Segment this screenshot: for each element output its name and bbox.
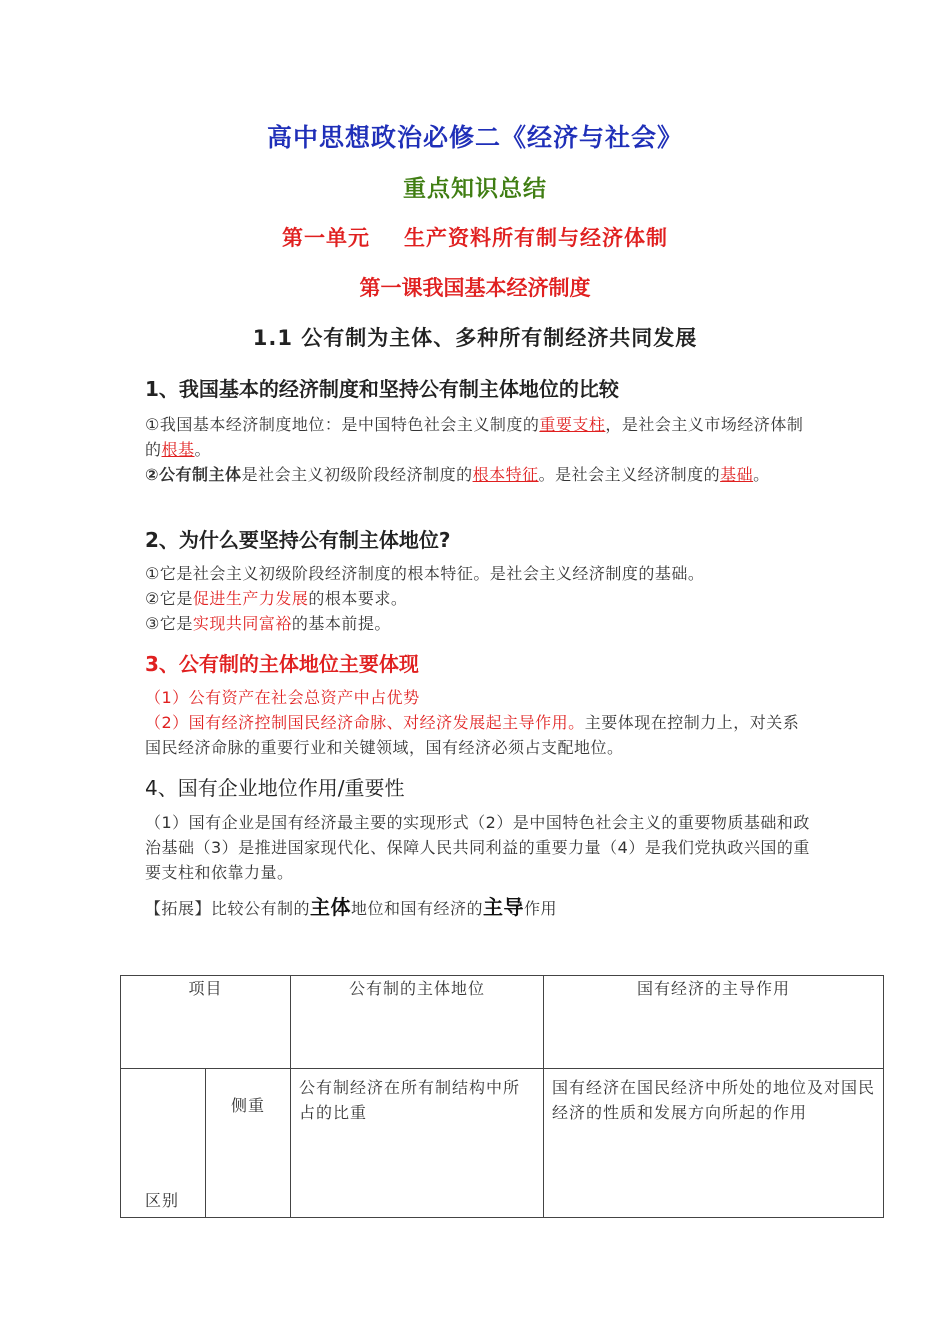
unit-title xyxy=(0,222,950,252)
q4-paragraph: （1）国有企业是国有经济最主要的实现形式（2）是中国特色社会主义的重要物质基础和政治基础（3）是推进国家现代化、保障人民共同利益的重要力量（4）是我们党执政兴国的重要支柱和依靠力量。 xyxy=(145,813,810,882)
q1-p1-text: ①我国基本经济制度地位：是中国特色社会主义制度的 xyxy=(145,415,540,434)
q1-p2-highlight: 根本特征 xyxy=(472,465,539,484)
q4-heading: 4、国有企业地位作用/重要性 xyxy=(145,776,405,800)
ext-emph-2: 主导 xyxy=(483,895,525,919)
q3-item-1: （1）公有资产在社会总资产中占优势 xyxy=(145,688,420,707)
header-public-ownership: 公有制的主体地位 xyxy=(291,976,544,1069)
section-title: 1.1 公有制为主体、多种所有制经济共同发展 xyxy=(252,326,698,350)
q1-p1-end: 。 xyxy=(194,440,212,459)
ext-text-3: 作用 xyxy=(524,899,558,918)
extension-line xyxy=(145,895,810,921)
q1-p2-end: 。 xyxy=(753,465,770,484)
ext-emph-1: 主体 xyxy=(310,895,352,919)
ext-text-1: 【拓展】比较公有制的 xyxy=(145,899,311,918)
comparison-table xyxy=(120,975,884,1218)
q3-item-2 xyxy=(145,710,810,760)
q3-item-2-highlight: （2）国有经济控制国民经济命脉、对经济发展起主导作用。 xyxy=(145,713,585,732)
q2-item-3 xyxy=(145,611,810,636)
q1-p1-highlight: 重要支柱 xyxy=(539,415,606,434)
q2-item-3-a: ③它是 xyxy=(145,614,193,633)
q1-p1-text2: ，是社会主义市场经济体制的 xyxy=(145,415,804,459)
header-item: 项目 xyxy=(121,976,291,1069)
table-row xyxy=(121,1069,884,1218)
label-difference: 区别 xyxy=(121,1069,206,1218)
q1-paragraph xyxy=(145,412,810,487)
q2-item-2 xyxy=(145,586,810,611)
table-header-row xyxy=(121,976,884,1069)
header-state-economy: 国有经济的主导作用 xyxy=(544,976,884,1069)
q2-item-1: ①它是社会主义初级阶段经济制度的根本特征。是社会主义经济制度的基础。 xyxy=(145,564,705,583)
q3-heading: 3、公有制的主体地位主要体现 xyxy=(145,652,419,676)
unit-name: 生产资料所有制与经济体制 xyxy=(404,226,668,250)
cell-public-focus: 公有制经济在所有制结构中所占的比重 xyxy=(291,1069,544,1218)
q2-item-2-highlight: 促进生产力发展 xyxy=(192,589,309,608)
q3-item-2-text: 主要体现在控制力上，对关系国民经济命脉的重要行业和关键领域，国有经济必须占支配地位。 xyxy=(145,713,800,757)
q1-p2-text2: 。是社会主义经济制度的 xyxy=(538,465,721,484)
lesson-title: 第一课我国基本经济制度 xyxy=(359,276,591,300)
q2-item-2-a: ②它是 xyxy=(145,589,193,608)
q2-heading: 2、为什么要坚持公有制主体地位? xyxy=(145,528,451,552)
q2-item-3-c: 的基本前提。 xyxy=(291,614,391,633)
subtitle: 重点知识总结 xyxy=(403,176,547,202)
q3-list xyxy=(145,685,810,760)
main-title: 高中思想政治必修二《经济与社会》 xyxy=(266,123,683,152)
cell-state-focus: 国有经济在国民经济中所处的地位及对国民经济的性质和发展方向所起的作用 xyxy=(544,1069,884,1218)
q2-item-2-c: 的根本要求。 xyxy=(308,589,408,608)
q1-heading: 1、我国基本的经济制度和坚持公有制主体地位的比较 xyxy=(145,377,619,401)
q1-p2-bold: ②公有制主体 xyxy=(145,465,242,484)
q2-list xyxy=(145,561,810,636)
label-focus: 侧重 xyxy=(206,1069,291,1218)
unit-number: 第一单元 xyxy=(282,226,370,250)
ext-text-2: 地位和国有经济的 xyxy=(351,899,484,918)
q1-p1-highlight2: 根基 xyxy=(161,440,195,459)
q2-item-3-highlight: 实现共同富裕 xyxy=(192,614,292,633)
q1-p2-text: 是社会主义初级阶段经济制度的 xyxy=(241,465,473,484)
q1-p2-highlight2: 基础 xyxy=(720,465,754,484)
